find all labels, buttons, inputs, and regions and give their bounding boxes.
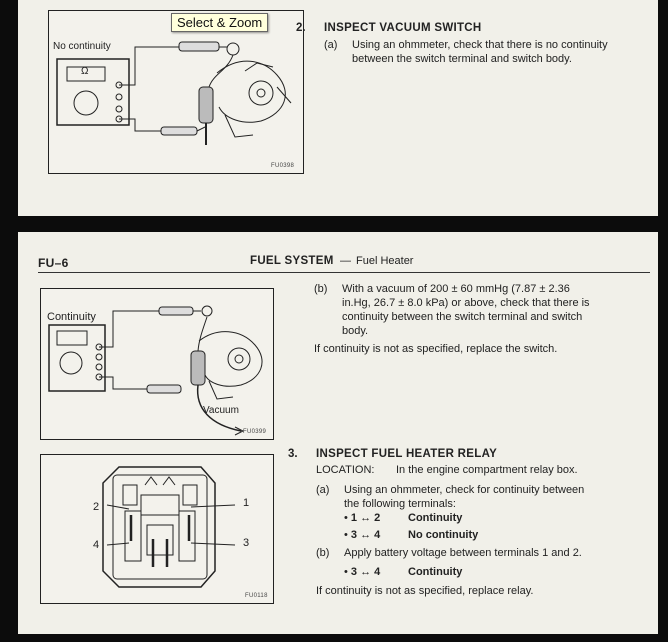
- ohm-symbol: Ω: [81, 66, 89, 77]
- relay-terminal-figure: [40, 454, 274, 604]
- vacuum-label: Vacuum: [203, 405, 239, 416]
- item-b-label: (b): [314, 283, 328, 295]
- bullet-result: Continuity: [408, 566, 463, 578]
- subsection-title: Fuel Heater: [356, 255, 414, 267]
- item-b-line3: continuity between the switch terminal and switch: [342, 311, 583, 323]
- inspect-relay-title: INSPECT FUEL HEATER RELAY: [316, 448, 498, 460]
- step-number-3: 3.: [288, 448, 298, 460]
- terminal-2-label: 2: [93, 501, 100, 513]
- item-a-line1: Using an ohmmeter, check that there is no continuity: [352, 39, 608, 51]
- page-number: FU–6: [38, 256, 69, 270]
- vacuum-switch-figure-no-continuity: [48, 10, 304, 174]
- item-3b-label: (b): [316, 547, 330, 559]
- bullet-row: • 1 ↔ 2 Continuity: [344, 512, 463, 524]
- item-a-line2: between the switch terminal and switch body.: [352, 53, 572, 65]
- vacuum-switch-figure-continuity: [40, 288, 274, 440]
- item-b-line2: in.Hg, 26.7 ± 8.0 kPa) or above, check that there is: [342, 297, 590, 309]
- location-label: LOCATION:: [316, 464, 375, 476]
- step-number-2: 2.: [296, 22, 306, 34]
- select-zoom-tooltip[interactable]: Select & Zoom: [171, 13, 268, 32]
- replace-switch-note: If continuity is not as specified, replace the switch.: [314, 343, 558, 355]
- section-dash: —: [340, 255, 351, 267]
- terminal-1-label: 1: [243, 497, 250, 509]
- terminal-3-label: 3: [243, 537, 250, 549]
- section-title: FUEL SYSTEM: [250, 255, 334, 267]
- continuity-label: Continuity: [47, 311, 96, 323]
- figure-code-fu0398: FU0398: [271, 163, 295, 169]
- item-b-line4: body.: [342, 325, 369, 337]
- inspect-vacuum-switch-title: INSPECT VACUUM SWITCH: [324, 22, 482, 34]
- manual-page-top: [18, 0, 658, 216]
- relay-drawing: [41, 455, 273, 603]
- replace-relay-note: If continuity is not as specified, replace relay.: [316, 585, 534, 597]
- item-3a-line2: the following terminals:: [344, 498, 456, 510]
- bullet-result: Continuity: [408, 512, 463, 524]
- item-b-line1: With a vacuum of 200 ± 60 mmHg (7.87 ± 2.36: [342, 283, 570, 295]
- item-3b-text: Apply battery voltage between terminals 1 and 2.: [344, 547, 582, 559]
- no-continuity-label: No continuity: [53, 41, 111, 52]
- item-3a-label: (a): [316, 484, 330, 496]
- item-a-label: (a): [324, 39, 338, 51]
- bullet-row: • 3 ↔ 4 No continuity: [344, 529, 479, 541]
- terminal-4-label: 4: [93, 539, 100, 551]
- figure-code-fu0399: FU0399: [243, 429, 267, 435]
- bullet-result: No continuity: [408, 529, 479, 541]
- header-rule: [38, 272, 650, 273]
- figure-code-fu0118: FU0118: [245, 593, 268, 599]
- item-3a-line1: Using an ohmmeter, check for continuity between: [344, 484, 585, 496]
- bullet-row: • 3 ↔ 4 Continuity: [344, 566, 463, 578]
- ohmmeter-switch-drawing: [49, 11, 303, 173]
- manual-page-fu6: [18, 232, 658, 634]
- bullet-terminals: 3 ↔ 4: [350, 566, 381, 578]
- bullet-terminals: 1 ↔ 2: [350, 512, 381, 524]
- bullet-terminals: 3 ↔ 4: [350, 529, 381, 541]
- location-text: In the engine compartment relay box.: [396, 464, 578, 476]
